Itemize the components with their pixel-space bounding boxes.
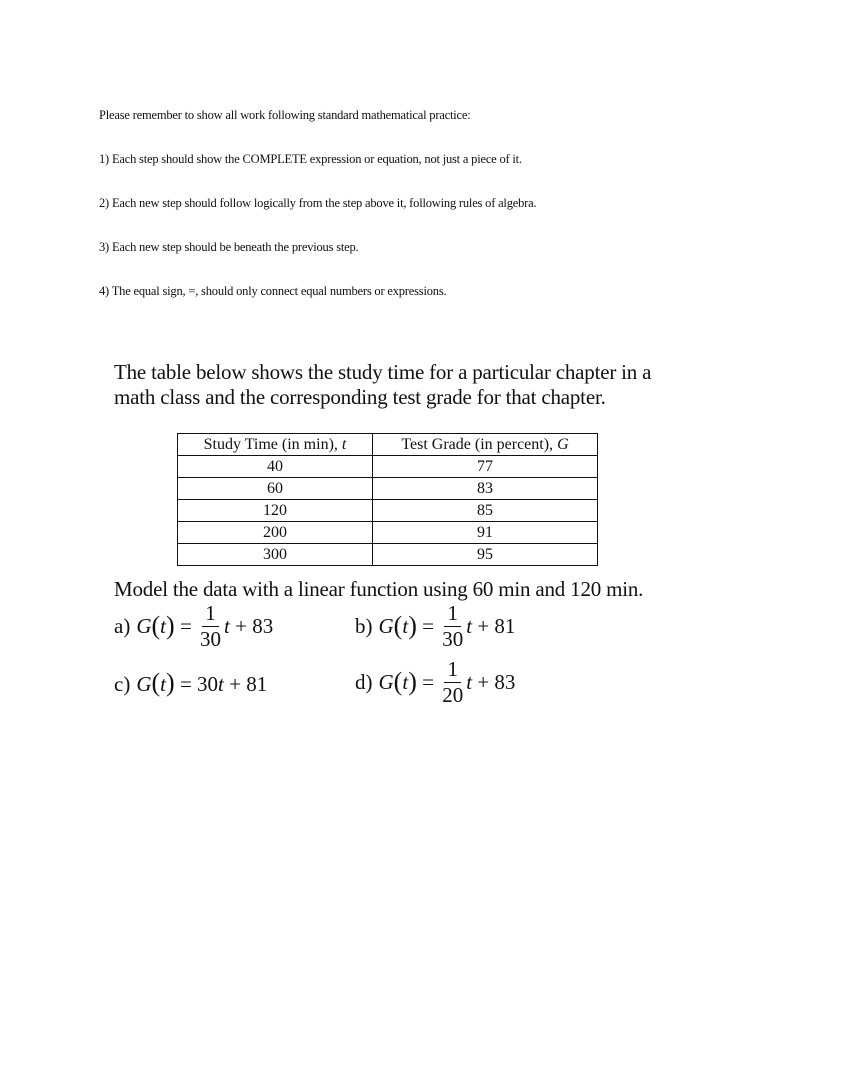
constant: 83 [252,614,274,638]
study-time-cell: 300 [178,544,373,566]
variable: t [160,671,167,696]
choice-b-label: b) [355,614,373,638]
problem-prompt-line-2: math class and the corresponding test grade for that chapter. [114,385,606,409]
coefficient: 30 [197,671,219,696]
table-header-row [178,434,598,456]
study-time-cell: 120 [178,500,373,522]
rule-3: 3) Each new step should be beneath the previous step. [99,240,359,254]
rule-4: 4) The equal sign, =, should only connect equal numbers or expressions. [99,284,447,298]
variable: t [218,671,224,696]
rule-1: 1) Each step should show the COMPLETE expression or equation, not just a piece of it. [99,152,522,166]
variable: t [466,670,473,694]
table-row [178,522,598,544]
instructions [99,105,799,325]
header-study-time: Study Time (in min), t [178,434,373,456]
denominator: 30 [200,627,222,651]
study-grade-table [177,433,598,566]
table-row [178,456,598,478]
choice-c-label: c) [114,671,131,696]
instructions-intro: Please remember to show all work following standard mathematical practice: [99,108,471,122]
numerator: 1 [444,603,461,627]
test-grade-cell: 91 [373,522,598,544]
test-grade-cell: 95 [373,544,598,566]
function-name: G [136,671,152,696]
test-grade-cell: 77 [373,456,598,478]
variable: t [402,670,409,694]
variable: t [466,614,473,638]
constant: 81 [246,671,268,696]
function-name: G [378,670,394,694]
choice-a: a) G ( t ) = $\frac{1}{30}$ t + 83 [114,601,274,651]
model-prompt: Model the data with a linear function using 60 min and 120 min. [114,577,644,601]
choice-d: d) G ( t ) = $\frac{1}{20}$ t + 83 [355,657,516,707]
test-grade-cell: 83 [373,478,598,500]
choice-d-label: d) [355,670,373,694]
table-row [178,500,598,522]
header-test-grade: Test Grade (in percent), G [373,434,598,456]
study-time-cell: 40 [178,456,373,478]
problem [114,360,754,601]
choice-a-fraction [200,603,221,650]
choice-d-fraction [442,659,463,706]
variable: t [402,614,409,638]
study-time-cell: 60 [178,478,373,500]
rule-2: 2) Each new step should follow logically from the step above it, following rules of algebra. [99,196,537,210]
denominator: 20 [442,683,464,707]
test-grade-cell: 85 [373,500,598,522]
variable: t [160,614,167,638]
choice-c: c) G ( t ) = 30 t + 81 [114,668,268,697]
variable: t [224,614,230,638]
constant: 83 [494,670,516,694]
choice-b-fraction [442,603,463,650]
choice-a-label: a) [114,614,131,638]
function-name: G [378,614,394,638]
numerator: 1 [444,659,461,683]
problem-prompt-line-1: The table below shows the study time for a particular chapter in a [114,360,652,384]
study-time-cell: 200 [178,522,373,544]
constant: 81 [494,614,516,638]
table-row [178,544,598,566]
denominator: 30 [442,627,464,651]
table-row [178,478,598,500]
numerator: 1 [202,603,219,627]
choice-b: b) G ( t ) = $\frac{1}{30}$ t + 81 [355,601,516,651]
function-name: G [136,614,152,638]
